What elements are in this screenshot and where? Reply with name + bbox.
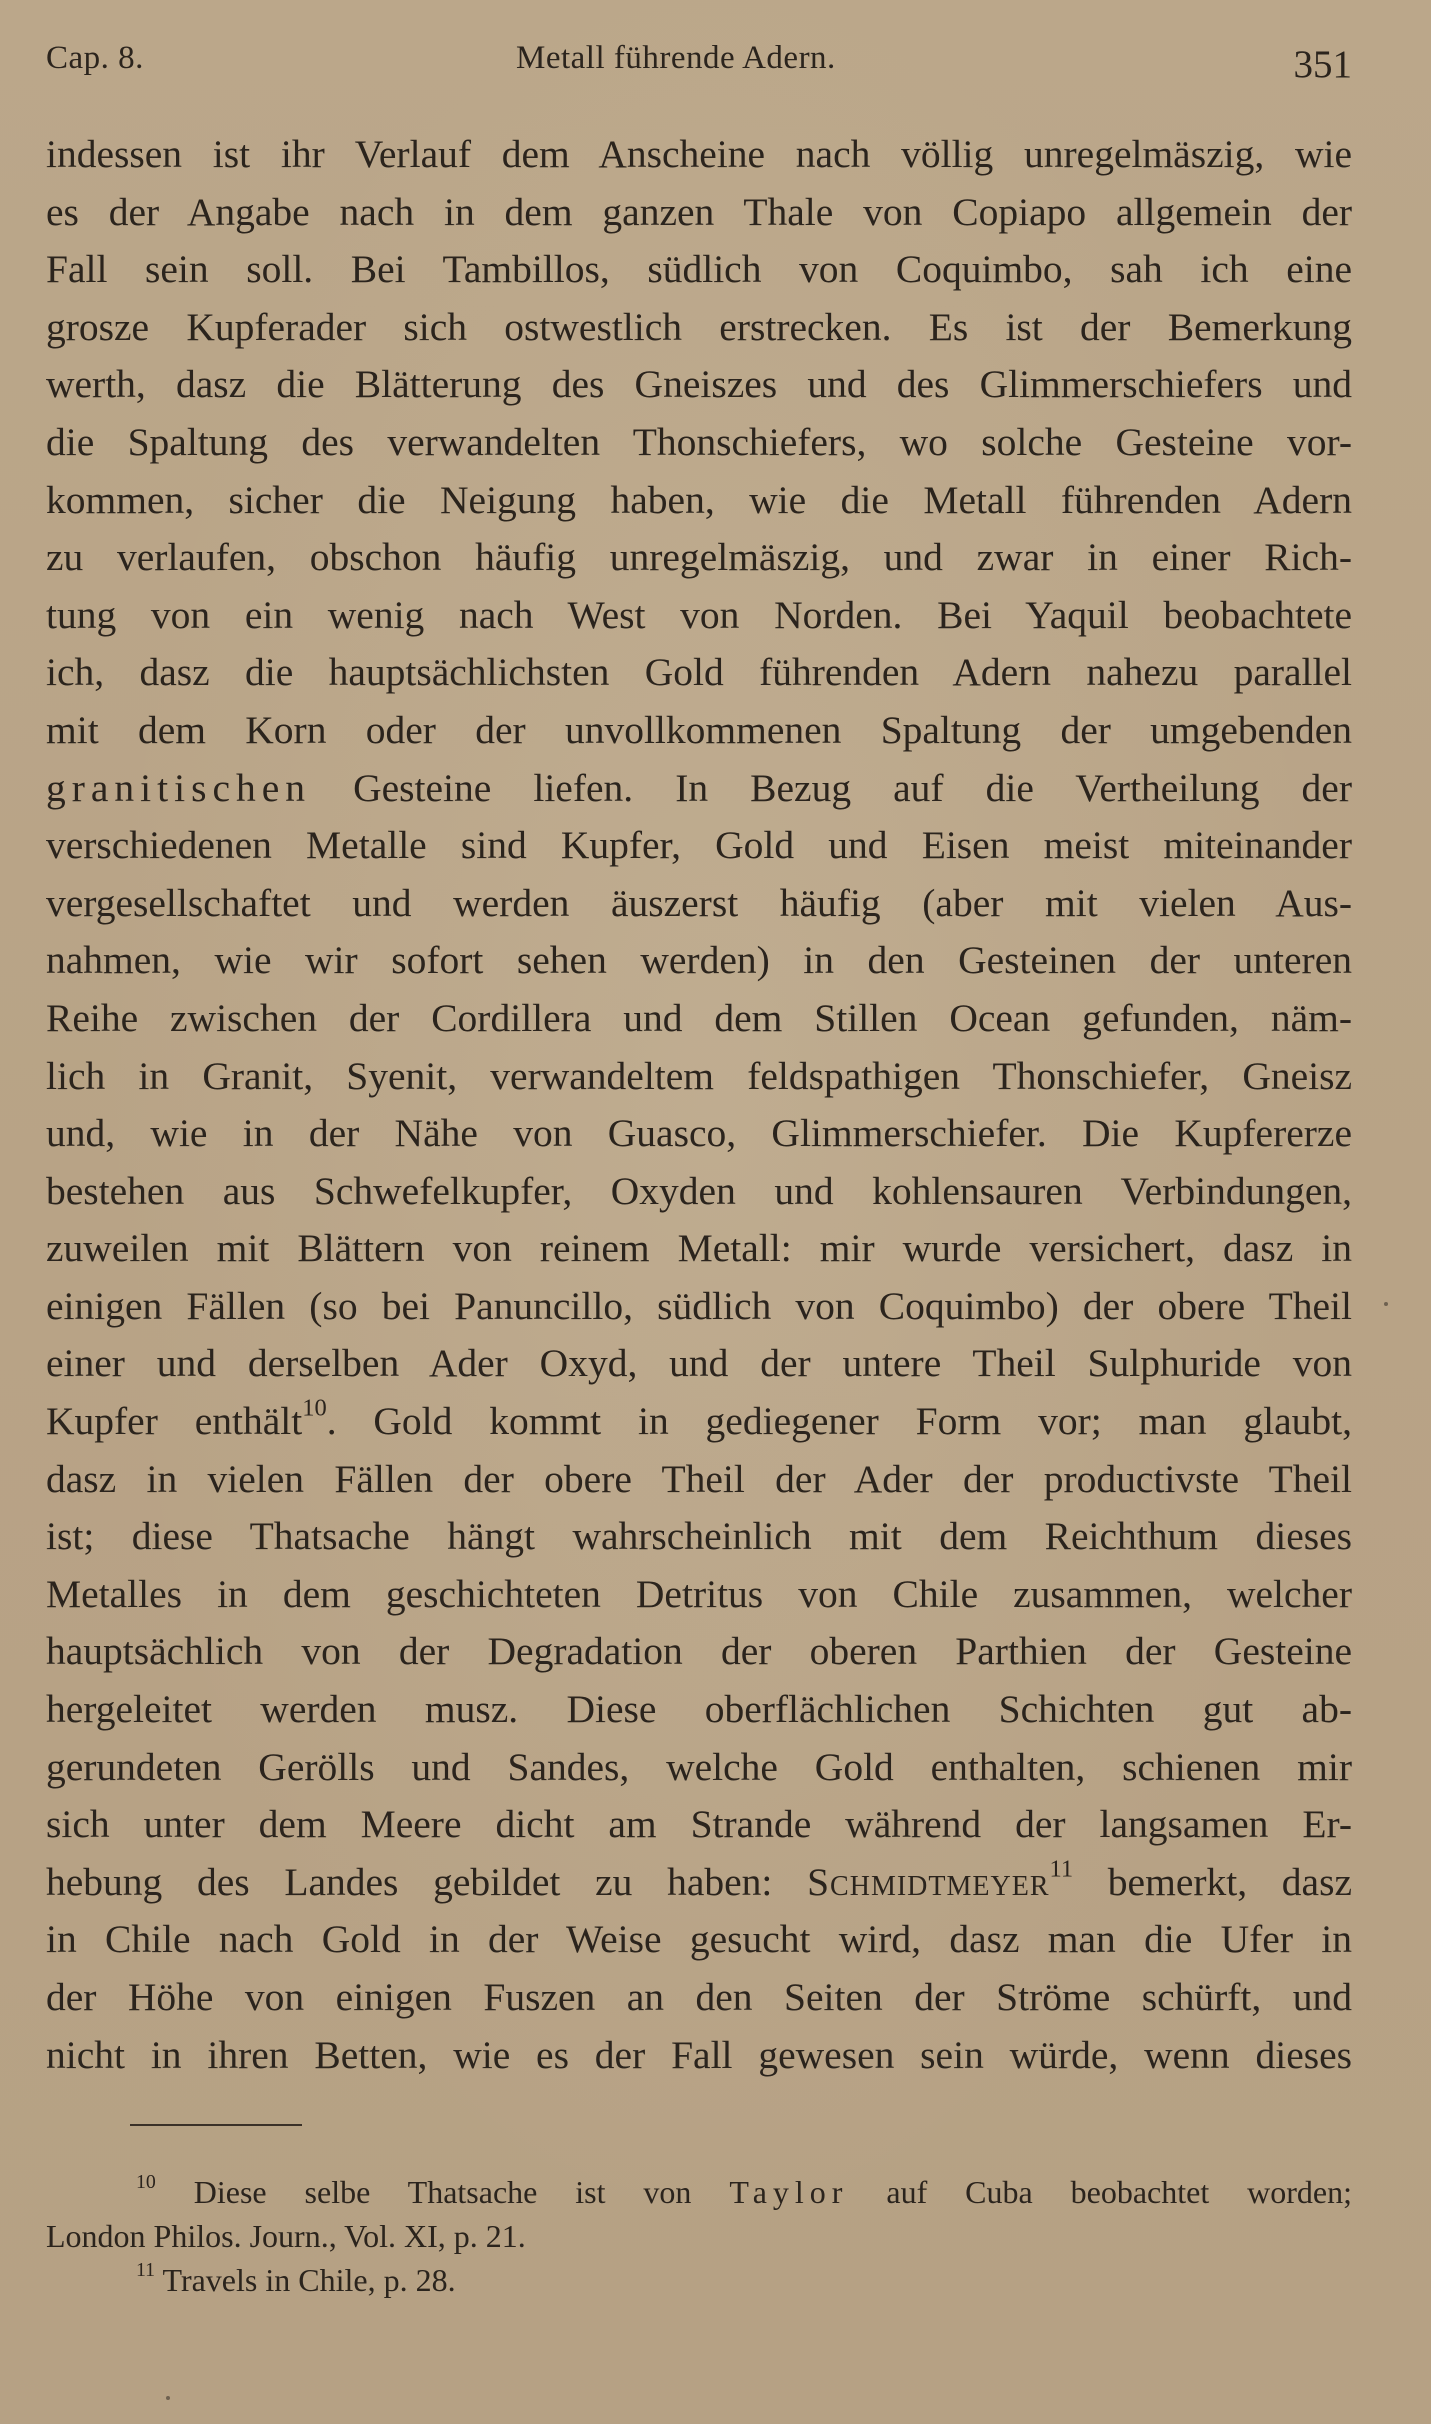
text-line: Metalles in dem geschichteten Detritus von Chile zusammen, welcher (46, 1571, 1352, 1616)
text-segment: auf Cuba beobachtet worden; (848, 2174, 1353, 2210)
text-line: bestehen aus Schwefelkupfer, Oxyden und kohlensauren Verbindungen, (46, 1168, 1352, 1213)
footnote-number: 11 (136, 2259, 156, 2282)
footnote-ref-11[interactable]: 11 (1049, 1855, 1074, 1883)
text-line: hergeleitet werden musz. Diese oberflächlichen Schichten gut ab- (46, 1687, 1352, 1732)
footnote-number: 10 (136, 2171, 156, 2194)
text-segment: Gesteine liefen. In Bezug auf die Vertheilung der (311, 765, 1352, 810)
text-line: vergesellschaftet und werden äuszerst häufig (aber mit vielen Aus- (46, 880, 1352, 925)
spaced-term: Taylor (729, 2174, 849, 2210)
text-line: gerundeten Gerölls und Sandes, welche Gold enthalten, schienen mir (46, 1744, 1352, 1789)
footnotes (46, 2170, 1352, 2302)
text-line (46, 760, 1352, 818)
footnote-11 (46, 2258, 1352, 2302)
author-name: Schmidtmeyer (807, 1859, 1050, 1904)
text-line: grosze Kupferader sich ostwestlich erstrecken. Es ist der Bemerkung (46, 304, 1352, 349)
page-number: 351 (1293, 43, 1352, 86)
text-line: dasz in vielen Fällen der obere Theil der Ader der productivste Theil (46, 1456, 1352, 1501)
text-line: nahmen, wie wir sofort sehen werden) in den Gesteinen der unteren (46, 938, 1352, 983)
footnote-10 (46, 2170, 1352, 2214)
text-line: in Chile nach Gold in der Weise gesucht wird, dasz man die Ufer in (46, 1917, 1352, 1962)
text-line: ist; diese Thatsache hängt wahrscheinlich mit dem Reichthum dieses (46, 1514, 1352, 1559)
text-segment: . Gold kommt in gediegener Form vor; man glaubt, (326, 1399, 1352, 1444)
text-line: es der Angabe nach in dem ganzen Thale von Copiapo allgemein der (46, 189, 1352, 234)
text-line: indessen ist ihr Verlauf dem Anscheine nach völlig unregelmäszig, wie (46, 132, 1352, 176)
text-line: Fall sein soll. Bei Tambillos, südlich von Coquimbo, sah ich eine (46, 247, 1352, 292)
text-line: lich in Granit, Syenit, verwandeltem feldspathigen Thonschiefer, Gneisz (46, 1053, 1352, 1098)
paper-speck (1384, 1302, 1388, 1306)
text-line: sich unter dem Meere dicht am Strande während der langsamen Er- (46, 1802, 1352, 1847)
text-line: nicht in ihren Betten, wie es der Fall gewesen sein würde, wenn dieses (46, 2032, 1352, 2077)
text-line: zu verlaufen, obschon häufig unregelmäszig, und zwar in einer Rich- (46, 535, 1352, 580)
text-segment: Diese selbe Thatsache ist von (155, 2174, 730, 2210)
text-segment: Travels in Chile, p. 28. (155, 2262, 456, 2298)
text-line: einer und derselben Ader Oxyd, und der untere Theil Sulphuride von (46, 1341, 1352, 1386)
text-line: hauptsächlich von der Degradation der oberen Parthien der Gesteine (46, 1629, 1352, 1674)
paper-speck (166, 2396, 170, 2400)
chapter-label: Cap. 8. (46, 40, 144, 76)
text-line: die Spaltung des verwandelten Thonschiefers, wo solche Gesteine vor- (46, 419, 1352, 464)
text-segment: bemerkt, dasz (1073, 1859, 1352, 1904)
text-line: der Höhe von einigen Fuszen an den Seiten der Ströme schürft, und (46, 1975, 1352, 2019)
body-text (46, 126, 1352, 2084)
text-line: zuweilen mit Blättern von reinem Metall: mir wurde versichert, dasz in (46, 1226, 1352, 1271)
text-line: mit dem Korn oder der unvollkommenen Spaltung der umgebenden (46, 707, 1352, 752)
text-line: Reihe zwischen der Cordillera und dem Stillen Ocean gefunden, näm- (46, 995, 1352, 1040)
text-line: verschiedenen Metalle sind Kupfer, Gold und Eisen meist miteinander (46, 823, 1352, 868)
text-line: tung von ein wenig nach West von Norden. Bei Yaquil beobachtete (46, 592, 1352, 637)
text-segment: Kupfer enthält (46, 1399, 303, 1444)
text-segment: hebung des Landes gebildet zu haben: (46, 1859, 808, 1904)
spaced-term: granitischen (46, 765, 312, 810)
text-line (46, 1854, 1352, 1912)
text-line: und, wie in der Nähe von Guasco, Glimmerschiefer. Die Kupfererze (46, 1111, 1352, 1156)
text-line (46, 1393, 1352, 1451)
running-header (46, 36, 1352, 96)
text-line: kommen, sicher die Neigung haben, wie die Metall führenden Adern (46, 477, 1352, 522)
footnote-ref-10[interactable]: 10 (302, 1394, 327, 1422)
text-line: werth, dasz die Blätterung des Gneiszes und des Glimmerschiefers und (46, 362, 1352, 407)
footnote-10-continuation: London Philos. Journ., Vol. XI, p. 21. (46, 2218, 526, 2254)
text-line: einigen Fällen (so bei Panuncillo, südlich von Coquimbo) der obere Theil (46, 1283, 1352, 1328)
footnote-divider (130, 2124, 302, 2126)
running-title: Metall führende Adern. (516, 40, 836, 76)
text-line: ich, dasz die hauptsächlichsten Gold führenden Adern nahezu parallel (46, 650, 1352, 695)
